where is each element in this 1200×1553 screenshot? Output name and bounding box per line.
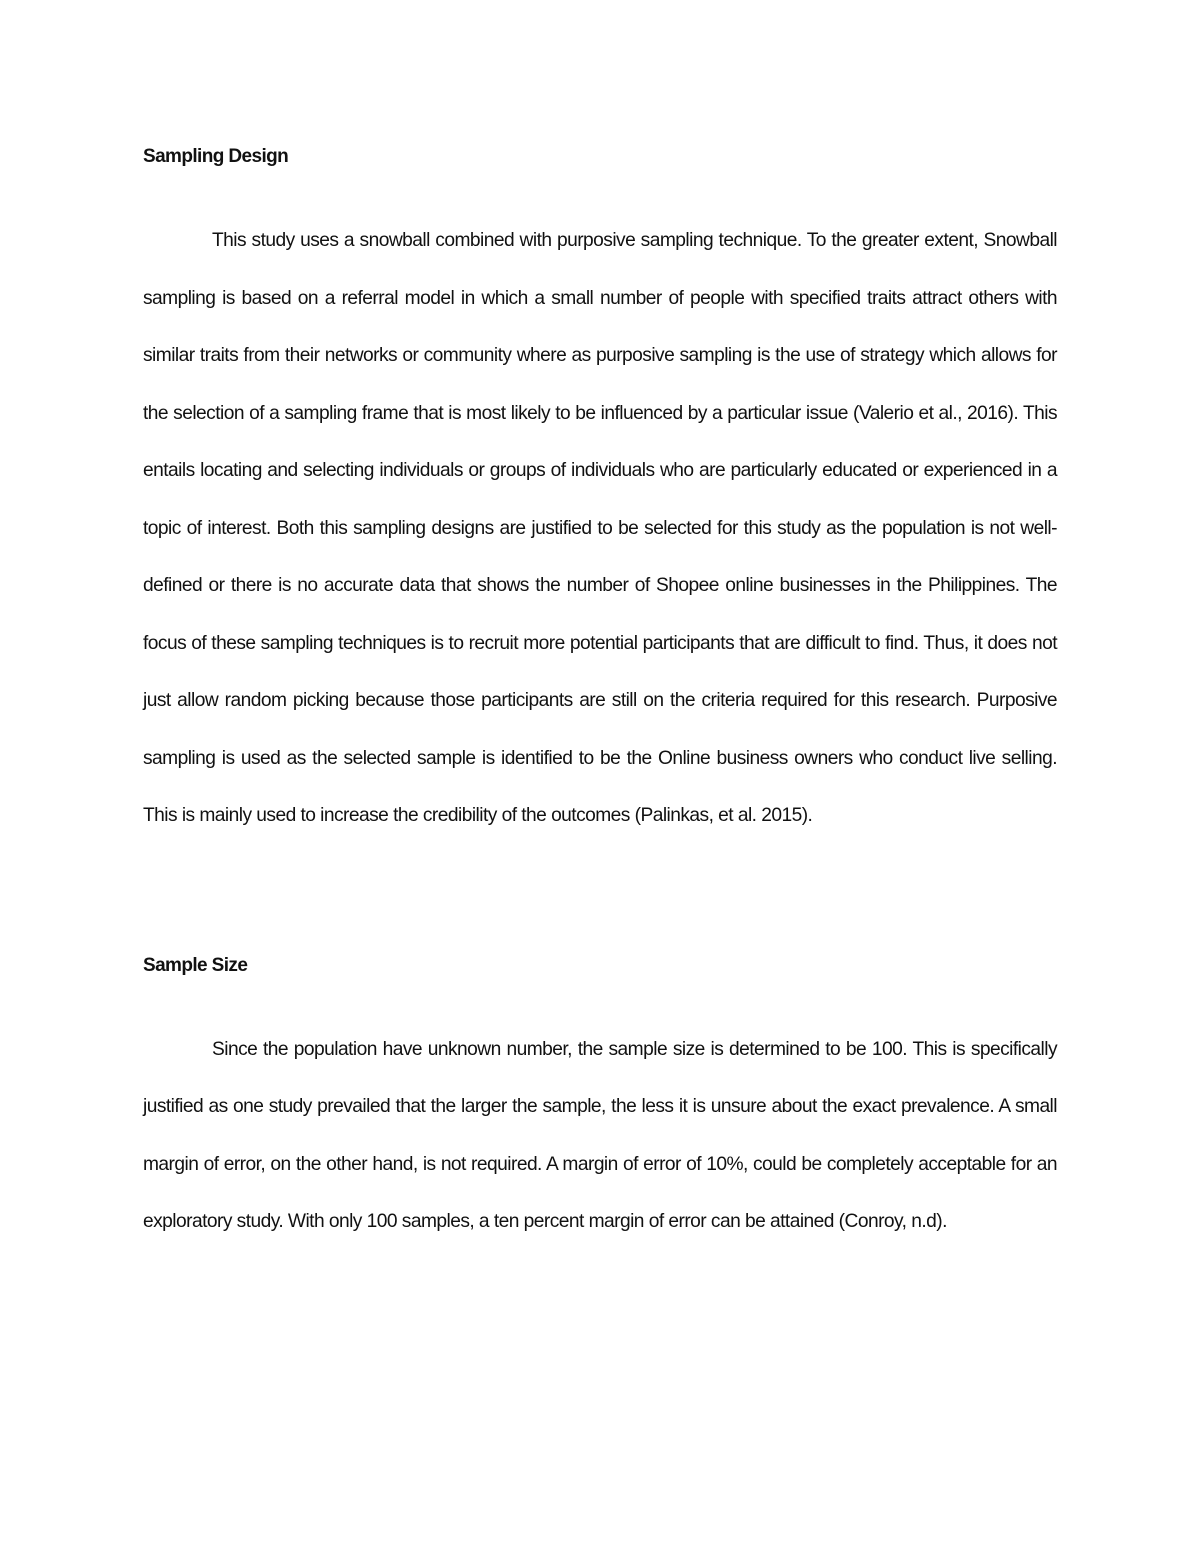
section-spacer <box>143 845 1057 947</box>
paragraph-sampling-design: This study uses a snowball combined with purposive sampling technique. To the greater extent, Snowball sampling is based on a referral model in which a small number of people with specified traits attract others with similar traits from their networks or community where as purposive sampling is the use of strategy which allows for the selection of a sampling frame that is most likely to be influenced by a particular issue (Valerio et al., 2016). This entails locating and selecting individuals or groups of individuals who are particularly educated or experienced in a topic of interest. Both this sampling designs are justified to be selected for this study as the population is not well-defined or there is no accurate data that shows the number of Shopee online businesses in the Philippines. The focus of these sampling techniques is to recruit more potential participants that are difficult to find. Thus, it does not just allow random picking because those participants are still on the criteria required for this research. Purposive sampling is used as the selected sample is identified to be the Online business owners who conduct live selling. This is mainly used to increase the credibility of the outcomes (Palinkas, et al. 2015). <box>143 230 1057 826</box>
section-sample-size <box>143 947 1057 1251</box>
section-heading-sampling-design: Sampling Design <box>143 146 289 167</box>
spacer <box>143 985 1057 1021</box>
section-heading-sample-size: Sample Size <box>143 954 248 976</box>
section-sampling-design <box>143 138 1057 845</box>
paragraph-sample-size: Since the population have unknown number, the sample size is determined to be 100. This is specifically justified as one study prevailed that the larger the sample, the less it is unsure about the exact prevalence. A small margin of error, on the other hand, is not required. A margin of error of 10%, could be completely acceptable for an exploratory study. With only 100 samples, a ten percent margin of error can be attained (Conroy, n.d). <box>143 1038 1057 1232</box>
document-page <box>143 138 1057 1251</box>
spacer <box>143 176 1057 212</box>
